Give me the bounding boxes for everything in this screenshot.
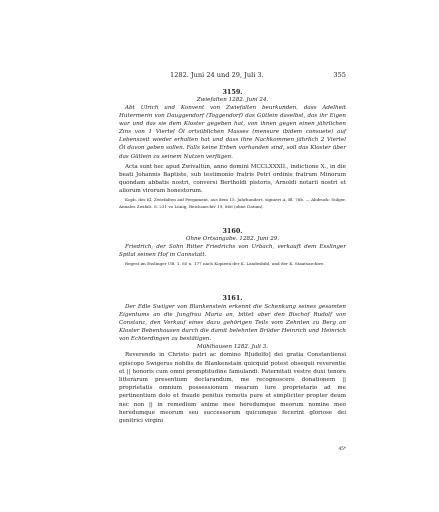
regest: Der Edle Swiiger von Blankenstein erkennt die Schenkung seines gesamten Eigentums an die Jungfrau Maria an, bittet aber den Bischof Rudolf von Constanz, den Verkauf eines dazu gehörigen Teils vom Zehnten zu Berg an Kloster Bebenhausen durch die damit belehnten Brüder Heinrich und Heinrich von Echterdingen zu bestätigen.: [119, 304, 346, 343]
place-date: Mühlhausen 1282. Juli 3.: [196, 344, 269, 351]
page-number: 355: [333, 71, 346, 79]
source-note: Regest im Esslinger UB. 1, 65 n. 177 nach Kopieen der K. Landesbibl. und der K. Staatsarchive.: [125, 261, 325, 267]
document-3159: [119, 88, 346, 210]
document-3160: [119, 227, 346, 267]
source-note: Kopb. des Kl. Zwiefalten auf Pergament, aus dem 15. Jahrhundert, signiert A, Bl. 76b. — Abdruck: Sulger, Annales Zwifalt. S. 231 vo Lünig, Reichsarchiv 19, 866 (ohne Datum).: [119, 197, 346, 209]
document-number: 3159.: [222, 88, 243, 96]
running-head: 1282. Juni 24 und 29, Juli 3.: [170, 71, 264, 79]
document-3161: [119, 294, 346, 425]
place-date: Zwiefalten 1282. Juni 24.: [196, 97, 269, 103]
document-number: 3160.: [222, 227, 243, 235]
document-text: Reverendo in Christo patri ac domino R[udolfo] dei gratia Constantiensi episcopo Swigerus nobilis de Blankenstain quicquid potest obsequii reverentie et || honoris cum omni promptitudine famulandi. Paternitati vestre duxi tenore litterarum presentium declarandum, me recognoscere donationem || proprietatis omnium possessionum mearum iure proprietario ad me pertinentium dolo et fraude penitus remotis pure et simpliciter propter deum nec non || in remedium anime mee heredumque meorum nomine meo heredumque meorum seu successorum quicumque fecerint gloriose dei genitrici virgini: [119, 352, 346, 425]
signature-mark: 45*: [338, 446, 346, 451]
place-date: Ohne Ortsangabe. 1282. Juni 29.: [185, 236, 280, 242]
document-text: Acta sunt hec apud Zwivaltun, anno domini MCCLXXXII., indictione X., in die beati Johannis Baptiste, sub testimonio fratris Petri ordinis fratrum Minorum quondam abbatis nostri, conversi Bertholdi pistoris, Arnoldi notarii nostri et aliorum virorum honestorum.: [119, 163, 346, 195]
regest: Friedrich, der Sohn Ritter Friedrichs von Urbach, verkauft dem Esslinger Spital seinen Hof in Cannstatt.: [119, 244, 346, 259]
document-number: 3161.: [222, 294, 243, 302]
regest: Abt Ulrich und Konvent von Zwiefalten beurkunden, dass Adelheit Hutermerin von Dauggendorf (Toggendorf) das Gütlein daselbst, das ihr Eigen war und das sie dem Kloster gegeben hat, von ihnen gegen einen jährlichen Zins von 1 Viertel Öl ortsüblichen Masses (mensure ibidem consuete) auf Lebenszeit wieder erhalten hat und dass ihre Nachkommen jährlich 2 Viertel Öl davon geben sollen. Falls keine Erben vorhanden sind, soll das Kloster über das Gütlein zu seinem Nutzen verfügen.: [119, 105, 346, 160]
